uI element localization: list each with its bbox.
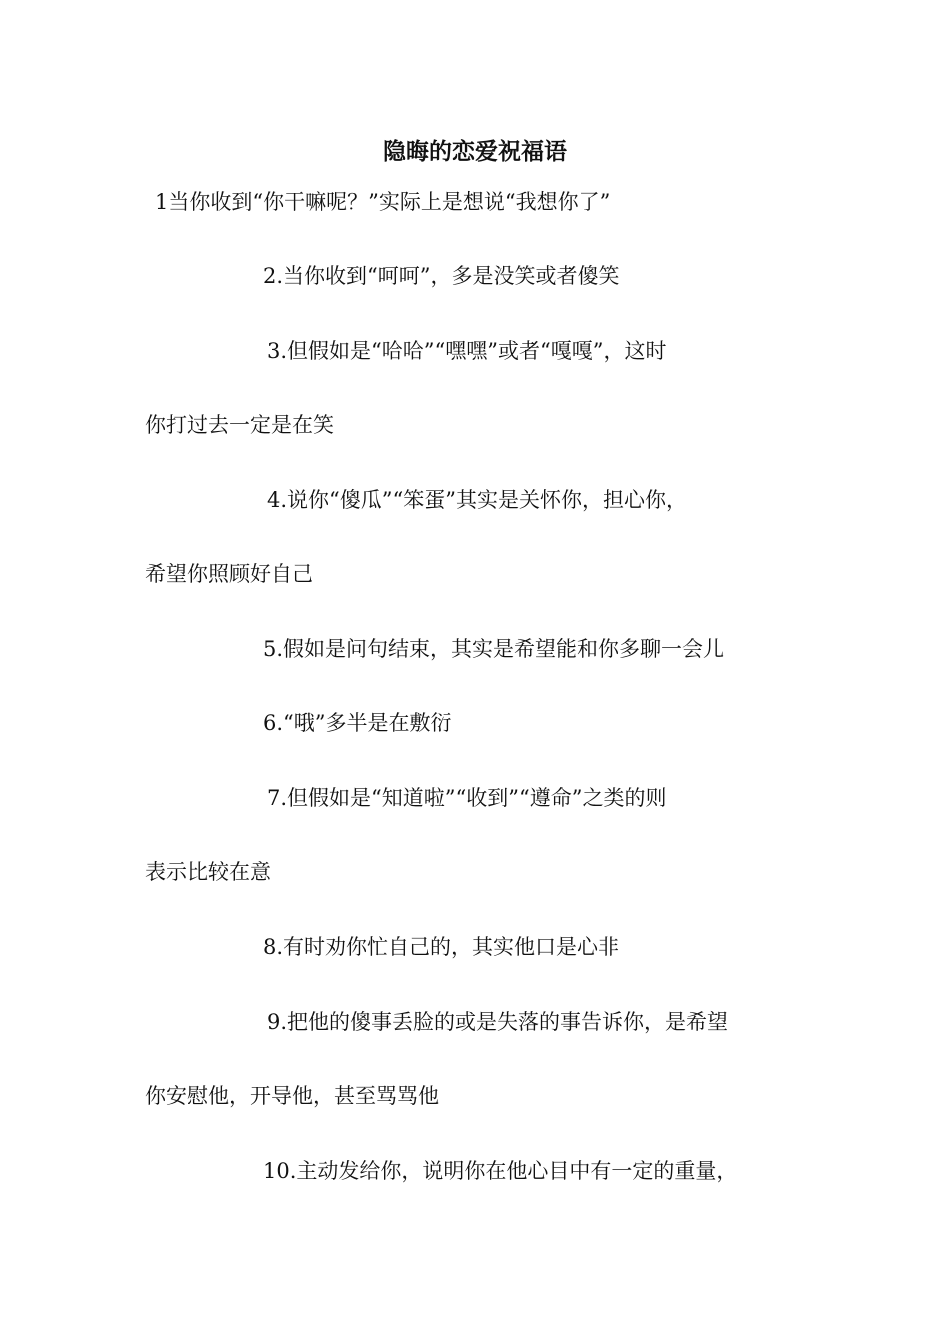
document-title: 隐晦的恋爱祝福语 [383, 138, 567, 165]
text-line-4: 你打过去一定是在笑 [145, 413, 334, 437]
text-line-10: 表示比较在意 [145, 860, 271, 884]
text-line-1: 1当你收到“你干嘛呢？”实际上是想说“我想你了” [155, 190, 611, 214]
text-line-9: 7.但假如是“知道啦”“收到”“遵命”之类的则 [267, 786, 667, 810]
text-line-2: 2.当你收到“呵呵”，多是没笑或者傻笑 [263, 264, 620, 288]
text-line-7: 5.假如是问句结束，其实是希望能和你多聊一会儿 [263, 637, 725, 661]
text-line-11: 8.有时劝你忙自己的，其实他口是心非 [263, 935, 620, 959]
text-line-6: 希望你照顾好自己 [145, 562, 313, 586]
text-line-12: 9.把他的傻事丢脸的或是失落的事告诉你，是希望 [267, 1010, 729, 1034]
text-line-5: 4.说你“傻瓜”“笨蛋”其实是关怀你，担心你， [267, 488, 687, 512]
text-line-3: 3.但假如是“哈哈”“嘿嘿”或者“嘎嘎”，这时 [267, 339, 667, 363]
text-line-8: 6.“哦”多半是在敷衍 [263, 711, 452, 735]
text-line-14: 10.主动发给你，说明你在他心目中有一定的重量， [263, 1159, 738, 1183]
text-line-13: 你安慰他，开导他，甚至骂骂他 [145, 1084, 439, 1108]
